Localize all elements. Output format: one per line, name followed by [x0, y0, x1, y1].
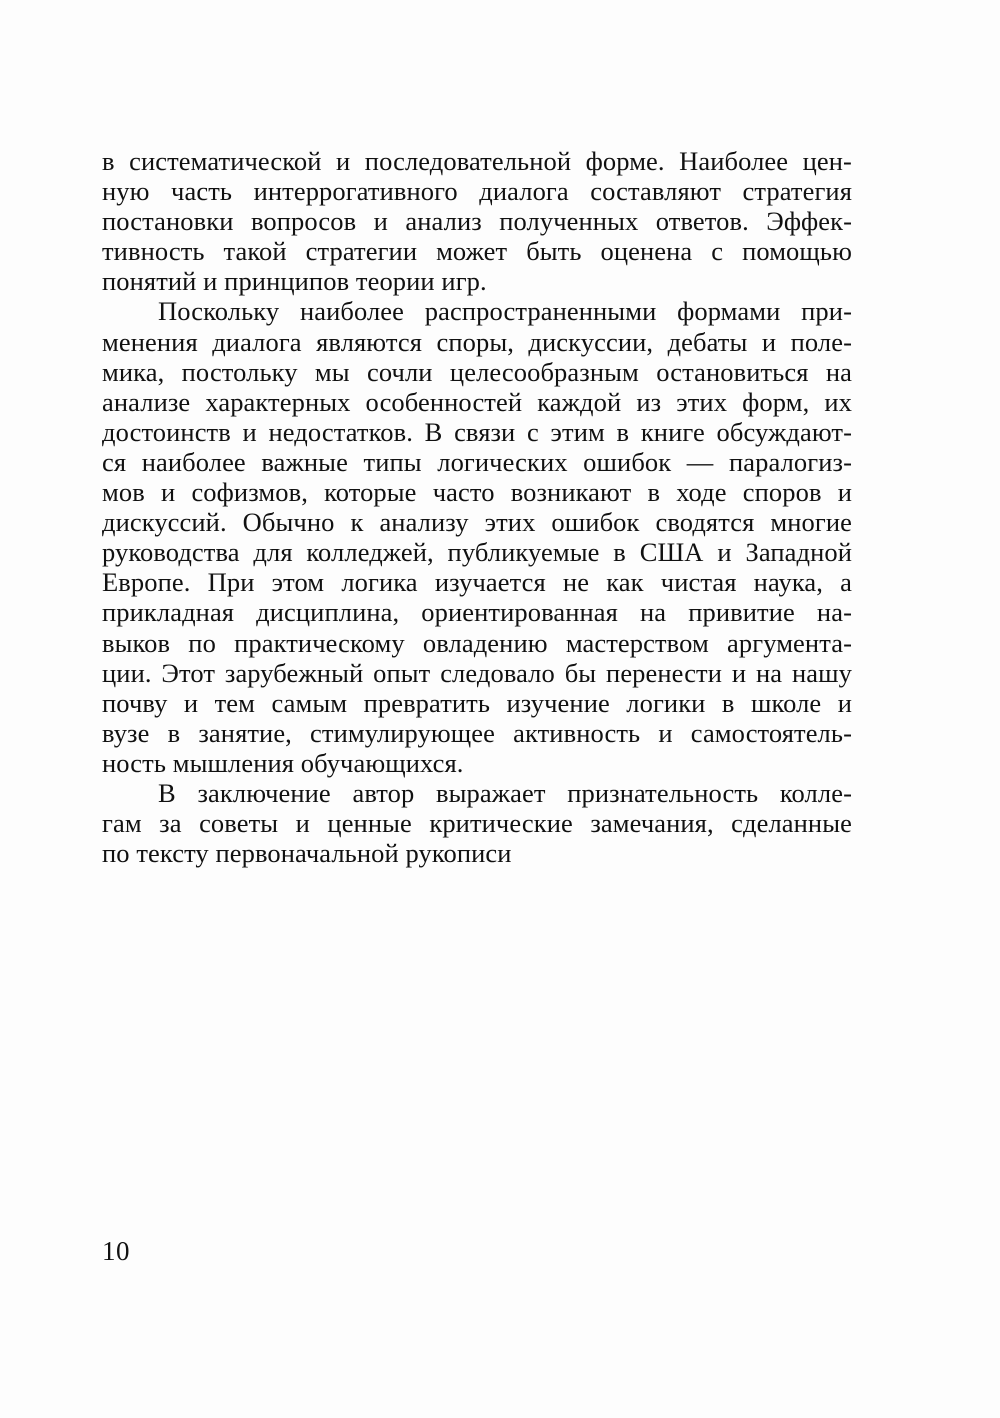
paragraph-2 [102, 296, 852, 778]
body-text [102, 146, 852, 868]
text-line: тивность такой стратегии может быть оценена с помощью [102, 236, 852, 267]
text-line: дискуссий. Обычно к анализу этих ошибок сводятся многие [102, 507, 852, 538]
text-line: менения диалога являются споры, дискуссии, дебаты и поле- [102, 326, 852, 357]
paragraph-3 [102, 778, 852, 868]
text-line: вузе в занятие, стимулирующее активность и самостоятель- [102, 717, 852, 748]
text-line: ность мышления обучающихся. [102, 747, 464, 778]
text-line: мика, постольку мы сочли целесообразным остановиться на [102, 356, 852, 387]
text-line: выков по практическому овладению мастерством аргумента- [102, 627, 852, 658]
text-line: ся наиболее важные типы логических ошибок — паралогиз- [102, 446, 852, 477]
text-line: ции. Этот зарубежный опыт следовало бы перенести и на нашу [102, 657, 852, 688]
text-line: понятий и принципов теории игр. [102, 266, 487, 297]
text-line: постановки вопросов и анализ полученных ответов. Эффек- [102, 206, 852, 237]
page-number: 10 [102, 1236, 130, 1266]
text-line: анализе характерных особенностей каждой из этих форм, их [102, 386, 852, 417]
text-line: прикладная дисциплина, ориентированная на привитие на- [102, 597, 852, 628]
text-line: ную часть интеррогативного диалога составляют стратегия [102, 176, 852, 207]
text-line: по тексту первоначальной рукописи [102, 838, 512, 869]
text-line: гам за советы и ценные критические замечания, сделанные [102, 808, 852, 839]
text-line: В заключение автор выражает признательность колле- [158, 777, 852, 808]
paragraph-1 [102, 146, 852, 296]
text-line: руководства для колледжей, публикуемые в США и Западной [102, 537, 852, 568]
text-line: достоинств и недостатков. В связи с этим в книге обсуждают- [102, 416, 852, 447]
text-line: мов и софизмов, которые часто возникают в ходе споров и [102, 477, 852, 508]
text-line: почву и тем самым превратить изучение логики в школе и [102, 687, 852, 718]
text-line: в систематической и последовательной форме. Наиболее цен- [102, 146, 852, 176]
text-line: Поскольку наиболее распространенными формами при- [158, 296, 852, 327]
text-line: Европе. При этом логика изучается не как чистая наука, а [102, 567, 852, 598]
